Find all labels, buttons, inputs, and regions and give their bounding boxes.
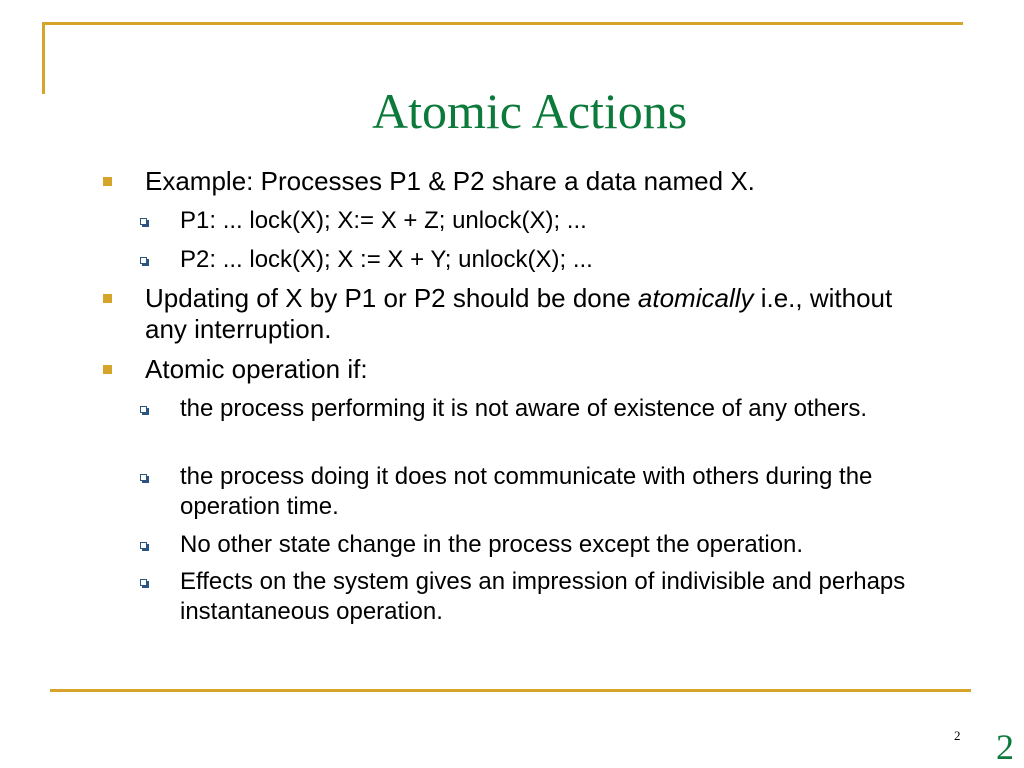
sub-bullet-text: P2: ... lock(X); X := X + Y; unlock(X); ... (180, 246, 593, 273)
sub-bullet-item (145, 206, 945, 236)
sub-bullet-text: P1: ... lock(X); X:= X + Z; unlock(X); ... (180, 207, 587, 234)
square-bullet-icon (103, 294, 112, 303)
sub-bullet-item (145, 245, 945, 275)
page-number-large: 2 (996, 727, 1014, 767)
bullet-item (108, 283, 928, 345)
page-number-small: 2 (954, 728, 961, 743)
hollow-square-bullet-icon (140, 257, 147, 264)
hollow-square-bullet-icon (140, 474, 147, 481)
bullet-text: Example: Processes P1 & P2 share a data named X. (145, 166, 755, 196)
bullet-item (108, 354, 928, 385)
sub-bullet-text: the process doing it does not communicate with others during the operation time. (180, 463, 873, 520)
sub-bullet-text: Effects on the system gives an impression of indivisible and perhaps instantaneous operation. (180, 568, 906, 625)
slide-title: Atomic Actions (372, 83, 688, 139)
sub-bullet-text: the process performing it is not aware of existence of any others. (180, 395, 868, 422)
square-bullet-icon (103, 365, 112, 374)
footer-rule (50, 689, 971, 692)
emphasis-text: atomically (637, 283, 754, 313)
hollow-square-bullet-icon (140, 579, 147, 586)
square-bullet-icon (103, 177, 112, 186)
bullet-item (108, 166, 928, 197)
sub-bullet-text: No other state change in the process except the operation. (180, 531, 804, 558)
bullet-text (145, 283, 928, 345)
hollow-square-bullet-icon (140, 406, 147, 413)
sub-bullet-item (145, 567, 945, 627)
sub-bullet-item (145, 462, 945, 522)
hollow-square-bullet-icon (140, 542, 147, 549)
bullet-text-part: i.e., without any interruption. (145, 283, 893, 344)
bullet-text-part: Updating of X by P1 or P2 should be done (145, 283, 638, 313)
bullet-text: Atomic operation if: (145, 354, 368, 384)
sub-bullet-item (145, 394, 945, 424)
hollow-square-bullet-icon (140, 218, 147, 225)
sub-bullet-item (145, 530, 945, 560)
